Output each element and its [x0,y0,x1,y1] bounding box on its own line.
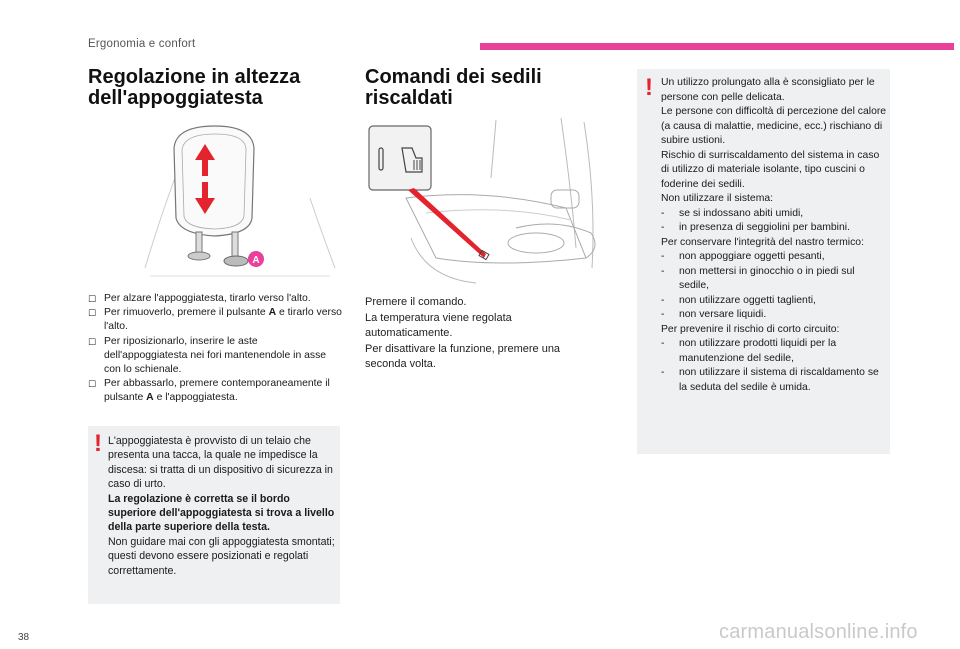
watermark-link[interactable]: carmanualsonline.info [719,621,918,643]
dash-item: - non utilizzare prodotti liquidi per la manutenzione del sedile, [661,338,837,364]
step-text: e tirarlo verso l'alto. [104,307,342,333]
section-title: Ergonomia e confort [88,38,196,50]
instruction-line: Premere il comando. [365,296,467,308]
heated-seat-illustration [366,118,606,284]
step-bold: A [268,307,277,319]
checkbox-bullet-icon: ☐ [88,379,97,390]
heated-seat-warning-box [637,69,890,454]
list-item [88,335,343,378]
warning-bold-paragraph: La regolazione è corretta se il bordo superiore dell'appoggiatesta si trova a livello della parte superiore della testa. [108,492,335,534]
dash-item: - non appoggiare oggetti pesanti, [661,251,825,262]
list-item [88,292,343,306]
warning-exclamation-icon: ! [645,74,653,101]
warning-line: Le persone con difficoltà di percezione del calore (a causa di malattie, medicine, ecc.) rischiano di subire ustioni. [661,106,887,146]
warning-line: Un utilizzo prolungato alla è sconsigliato per le persone con pelle delicata. [661,77,875,103]
heated-seats-title: Comandi dei sedili riscaldati [365,66,542,109]
step-text: Per abbassarlo, premere contemporaneamente il pulsante [104,378,330,404]
list-item [88,306,343,334]
dash-item: - non versare liquidi. [661,309,767,320]
headrest-instructions [88,292,343,406]
warning-line: Non utilizzare il sistema: [661,193,774,204]
warning-paragraph: L'appoggiatesta è provvisto di un telaio che presenta una tacca, la quale ne impedisce la discesa: si tratta di un dispositivo di sicurezza in caso di urto. [108,435,333,491]
headrest-title: Regolazione in altezza dell'appoggiatesta [88,66,301,109]
checkbox-bullet-icon: ☐ [88,336,97,347]
step-bold: A [146,392,154,404]
step-text: Per rimuoverlo, premere il pulsante [104,307,269,319]
dash-item: - non mettersi in ginocchio o in piedi sul sedile, [661,265,855,291]
instruction-line: La temperatura viene regolata automaticamente. [365,311,512,339]
warning-line: Per conservare l'integrità del nastro termico: [661,236,864,248]
headrest-warning-box [88,426,340,604]
page-number: 38 [18,632,30,643]
header-accent-bar [480,43,954,50]
dash-item: - se si indossano abiti umidi, [661,207,804,219]
heated-seat-instructions [365,295,595,373]
dash-item: - non utilizzare il sistema di riscaldamento se la seduta del sedile è umida. [661,367,879,393]
step-text: e l'appoggiatesta. [153,392,238,404]
list-item [88,377,343,405]
dash-item: - non utilizzare oggetti taglienti, [661,294,816,306]
step-text: Per riposizionarlo, inserire le aste dell'appoggiatesta nei fori mantenendole in asse con lo schienale. [104,335,327,376]
headrest-illustration [140,118,340,278]
dash-item: - in presenza di seggiolini per bambini. [661,222,850,233]
checkbox-bullet-icon: ☐ [88,294,97,304]
button-a-label: A [252,255,260,266]
warning-paragraph: Non guidare mai con gli appoggiatesta smontati; questi devono essere posizionati e regolati correttamente. [108,535,335,577]
warning-line: Rischio di surriscaldamento del sistema in caso di utilizzo di materiale isolante, tipo cuscini o foderine dei sedili. [661,149,880,190]
instruction-line: Per disattivare la funzione, premere una seconda volta. [365,342,561,370]
warning-line: Per prevenire il rischio di corto circuito: [661,323,840,335]
step-text: Per alzare l'appoggiatesta, tirarlo verso l'alto. [104,293,311,304]
checkbox-bullet-icon: ☐ [88,308,97,319]
warning-exclamation-icon: ! [94,430,102,457]
